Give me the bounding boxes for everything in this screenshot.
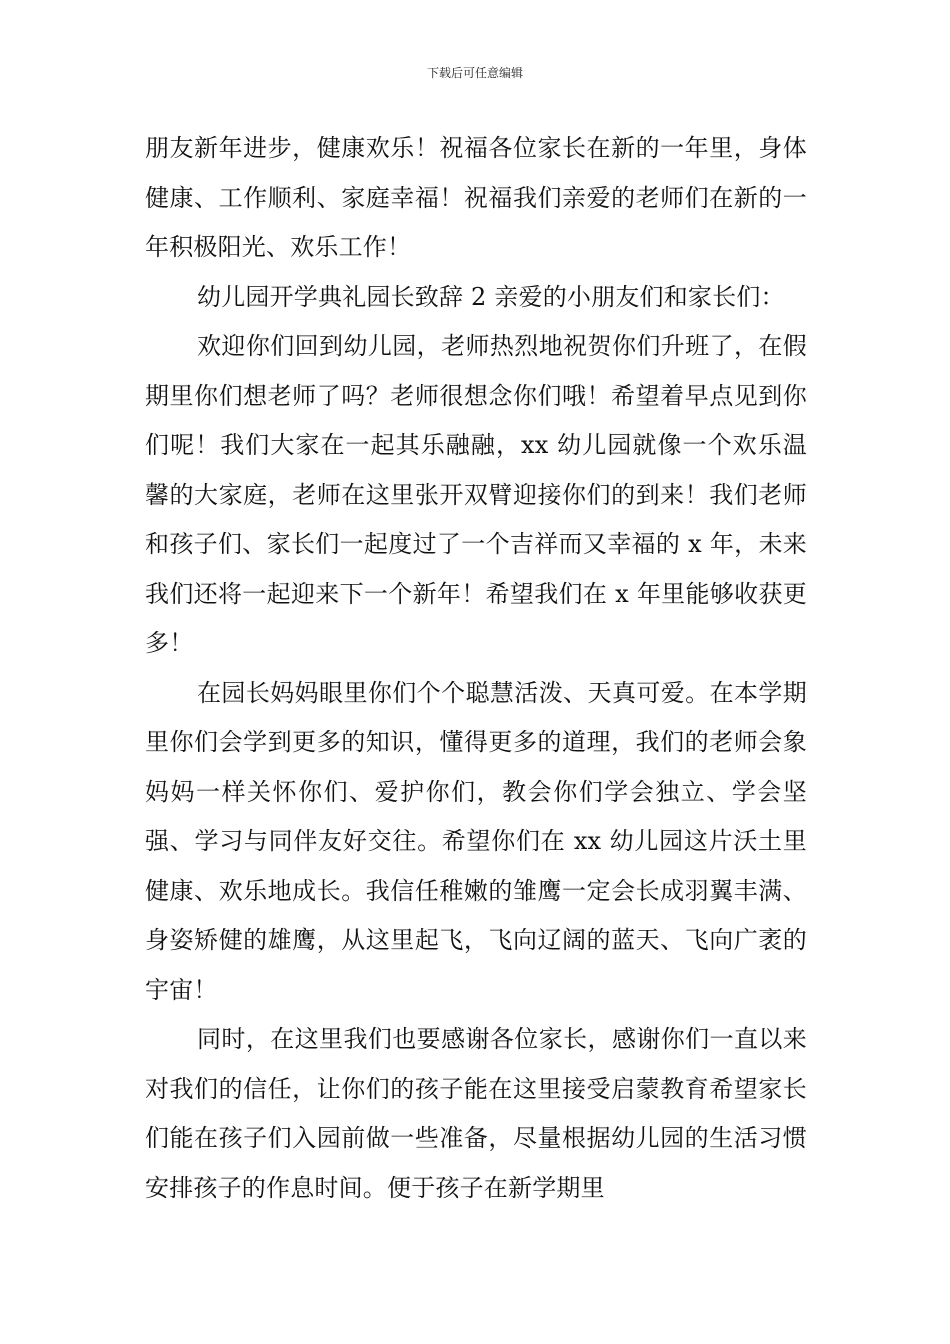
document-body bbox=[145, 124, 807, 1213]
paragraph-continued-greeting: 朋友新年进步，健康欢乐！祝福各位家长在新的一年里，身体健康、工作顺利、家庭幸福！祝福我们亲爱的老师们在新的一年积极阳光、欢乐工作！ bbox=[145, 134, 807, 261]
paragraph-semester-wishes: 在园长妈妈眼里你们个个聪慧活泼、天真可爱。在本学期里你们会学到更多的知识，懂得更多的道理，我们的老师会象妈妈一样关怀你们、爱护你们，教会你们学会独立、学会坚强、学习与同伴友好交往。希望你们在 xx 幼儿园这片沃土里健康、欢乐地成长。我信任稚嫩的雏鹰一定会长成羽翼丰满、身姿矫健的雄鹰，从这里起飞，飞向辽阔的蓝天、飞向广袤的宇宙！ bbox=[145, 678, 807, 1004]
paragraph-welcome: 欢迎你们回到幼儿园，老师热烈地祝贺你们升班了，在假期里你们想老师了吗？老师很想念你们哦！希望着早点见到你们呢！我们大家在一起其乐融融，xx 幼儿园就像一个欢乐温馨的大家庭，老师在这里张开双臂迎接你们的到来！我们老师和孩子们、家长们一起度过了一个吉祥而又幸福的 x 年，未来我们还将一起迎来下一个新年！希望我们在 x 年里能够收获更多！ bbox=[145, 332, 807, 657]
paragraph-speech-title: 幼儿园开学典礼园长致辞 2 亲爱的小朋友们和家长们： bbox=[197, 282, 785, 311]
paragraph-thanks-parents: 同时，在这里我们也要感谢各位家长，感谢你们一直以来对我们的信任，让你们的孩子能在这里接受启蒙教育希望家长们能在孩子们入园前做一些准备，尽量根据幼儿园的生活习惯安排孩子的作息时间。便于孩子在新学期里 bbox=[145, 1025, 807, 1202]
page-header: 下载后可任意编辑 bbox=[426, 66, 523, 80]
